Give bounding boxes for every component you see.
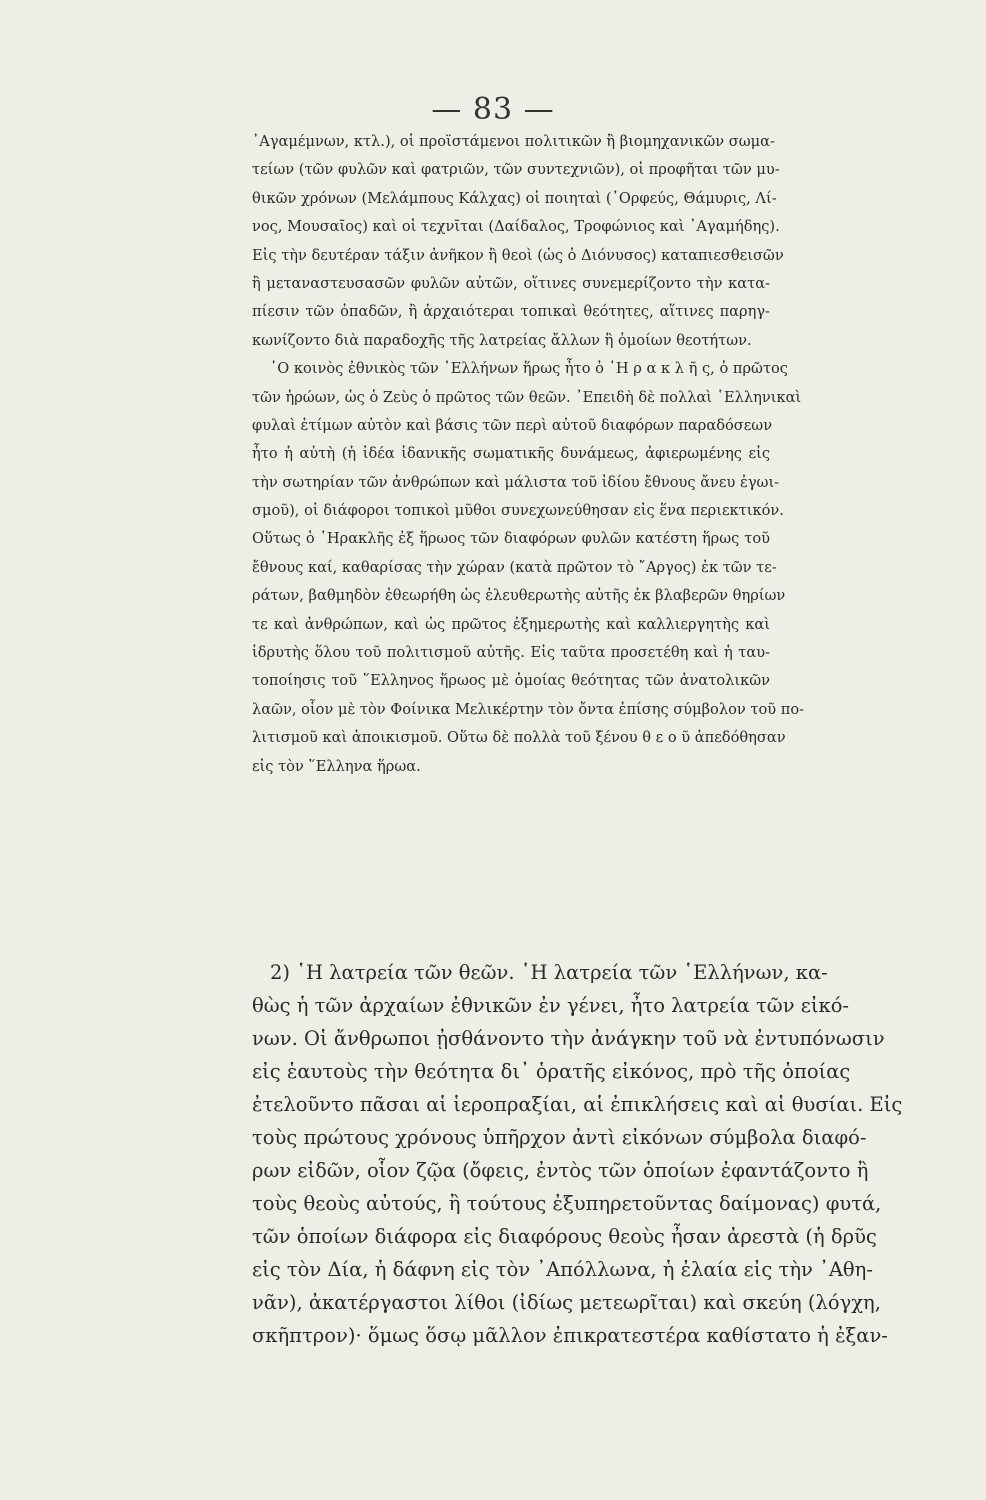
text-line: θὼς ἡ τῶν ἀρχαίων ἐθνικῶν ἐν γένει, ἦτο λατρεία τῶν εἰκό-	[252, 994, 850, 1017]
section-2-text	[252, 956, 903, 1352]
text-line: νος, Μουσαῖος) καὶ οἱ τεχνῖται (Δαίδαλος, Τροφώνιος καὶ ᾿Αγαμήδης).	[252, 218, 780, 236]
text-line: λαῶν, οἷον μὲ τὸν Φοίνικα Μελικέρτην τὸν ὄντα ἐπίσης σύμβολον τοῦ πο-	[252, 700, 805, 718]
text-line: θικῶν χρόνων (Μελάμπους Κάλχας) οἱ ποιηταὶ (᾿Ορφεύς, Θάμυρις, Λί-	[252, 189, 777, 207]
text-line: ἢ μεταναστευσασῶν φυλῶν αὐτῶν, οἵτινες συνεμερίζοντο τὴν κατα-	[252, 274, 770, 292]
text-line: ἐτελοῦντο πᾶσαι αἱ ἱεροπραξίαι, αἱ ἐπικλήσεις καὶ αἱ θυσίαι. Εἰς	[252, 1093, 903, 1116]
text-line: νων. Οἱ ἄνθρωποι ᾐσθάνοντο τὴν ἀνάγκην τοῦ νὰ ἐντυπόνωσιν	[252, 1027, 885, 1050]
text-line: ἦτο ἡ αὐτὴ (ἡ ἰδέα ἰδανικῆς σωματικῆς δυνάμεως, ἀφιερωμένης εἰς	[252, 445, 770, 463]
text-line: τοποίησις τοῦ ῞Ελληνος ἥρωος μὲ ὁμοίας θεότητας τῶν ἀνατολικῶν	[252, 672, 770, 690]
text-line: τῶν ἡρώων, ὡς ὁ Ζεὺς ὁ πρῶτος τῶν θεῶν. ᾿Επειδὴ δὲ πολλαὶ ῾Ελληνικαὶ	[252, 388, 802, 406]
section-heading-line: 2) ῾Η λατρεία τῶν θεῶν. ῾Η λατρεία τῶν ῾Ελλήνων, κα-	[270, 961, 828, 984]
text-line: ῾Ο κοινὸς ἐθνικὸς τῶν ῾Ελλήνων ἥρως ἦτο ὁ ῾Η ρ α κ λ ῆ ς, ὁ πρῶτος	[270, 360, 788, 378]
text-line: εἰς ἑαυτοὺς τὴν θεότητα δι᾿ ὁρατῆς εἰκόνος, πρὸ τῆς ὁποίας	[252, 1060, 851, 1083]
text-line: Εἰς τὴν δευτέραν τάξιν ἀνῆκον ἢ θεοὶ (ὡς ὁ Διόνυσος) καταπιεσθεισῶν	[252, 246, 784, 264]
text-line: τὴν σωτηρίαν τῶν ἀνθρώπων καὶ μάλιστα τοῦ ἰδίου ἔθνους ἄνευ ἐγωι-	[252, 473, 780, 491]
text-line: ρων εἰδῶν, οἷον ζῷα (ὄφεις, ἐντὸς τῶν ὁποίων ἐφαντάζοντο ἢ	[252, 1159, 869, 1182]
text-line: Οὕτως ὁ ῾Ηρακλῆς ἐξ ἥρωος τῶν διαφόρων φυλῶν κατέστη ἥρως τοῦ	[252, 530, 770, 548]
main-text	[252, 128, 805, 781]
text-line: σμοῦ), οἱ διάφοροι τοπικοὶ μῦθοι συνεχωνεύθησαν εἰς ἕνα περιεκτικόν.	[252, 502, 784, 520]
text-line: κωνίζοντο διὰ παραδοχῆς τῆς λατρείας ἄλλων ἢ ὁμοίων θεοτήτων.	[252, 331, 752, 349]
text-line: εἰς τὸν Δία, ἡ δάφνη εἰς τὸν ᾿Απόλλωνα, ἡ ἐλαία εἰς τὴν ᾿Αθη-	[252, 1258, 873, 1281]
page-number: — 83 —	[431, 92, 555, 127]
text-line: ᾿Αγαμέμνων, κτλ.), οἱ προϊστάμενοι πολιτικῶν ἢ βιομηχανικῶν σωμα-	[252, 133, 775, 150]
text-line: σκῆπτρον)· ὅμως ὅσῳ μᾶλλον ἐπικρατεστέρα καθίστατο ἡ ἐξαν-	[252, 1324, 888, 1347]
text-line: ἔθνους καί, καθαρίσας τὴν χώραν (κατὰ πρῶτον τὸ ῎Αργος) ἐκ τῶν τε-	[252, 558, 777, 576]
text-line: νᾶν), ἀκατέργαστοι λίθοι (ἰδίως μετεωρῖται) καὶ σκεύη (λόγχη,	[252, 1291, 881, 1314]
text-line: τοὺς θεοὺς αὐτούς, ἢ τούτους ἐξυπηρετοῦντας δαίμονας) φυτά,	[252, 1192, 882, 1215]
text-line: ράτων, βαθμηδὸν ἐθεωρήθη ὡς ἐλευθερωτὴς αὐτῆς ἐκ βλαβερῶν θηρίων	[252, 587, 786, 605]
text-line: τε καὶ ἀνθρώπων, καὶ ὡς πρῶτος ἐξημερωτὴς καὶ καλλιεργητὴς καὶ	[252, 615, 770, 633]
text-line: ἱδρυτὴς ὅλου τοῦ πολιτισμοῦ αὐτῆς. Εἰς ταῦτα προσετέθη καὶ ἡ ταυ-	[252, 644, 770, 662]
text-line: τείων (τῶν φυλῶν καὶ φατριῶν, τῶν συντεχνιῶν), οἱ προφῆται τῶν μυ-	[252, 161, 780, 179]
text-line: εἰς τὸν ῞Ελληνα ἥρωα.	[252, 757, 421, 775]
text-line: πίεσιν τῶν ὀπαδῶν, ἢ ἀρχαιότεραι τοπικαὶ θεότητες, αἵτινες παρηγ-	[252, 303, 770, 321]
text-line: λιτισμοῦ καὶ ἀποικισμοῦ. Οὕτω δὲ πολλὰ τοῦ ξένου θ ε ο ῦ ἀπεδόθησαν	[252, 729, 786, 747]
text-line: φυλαὶ ἐτίμων αὐτὸν καὶ βάσις τῶν περὶ αὐτοῦ διαφόρων παραδόσεων	[252, 416, 773, 434]
text-line: τοὺς πρώτους χρόνους ὑπῆρχον ἀντὶ εἰκόνων σύμβολα διαφό-	[252, 1126, 867, 1149]
text-line: τῶν ὁποίων διάφορα εἰς διαφόρους θεοὺς ἦσαν ἀρεστὰ (ἡ δρῦς	[252, 1225, 877, 1248]
